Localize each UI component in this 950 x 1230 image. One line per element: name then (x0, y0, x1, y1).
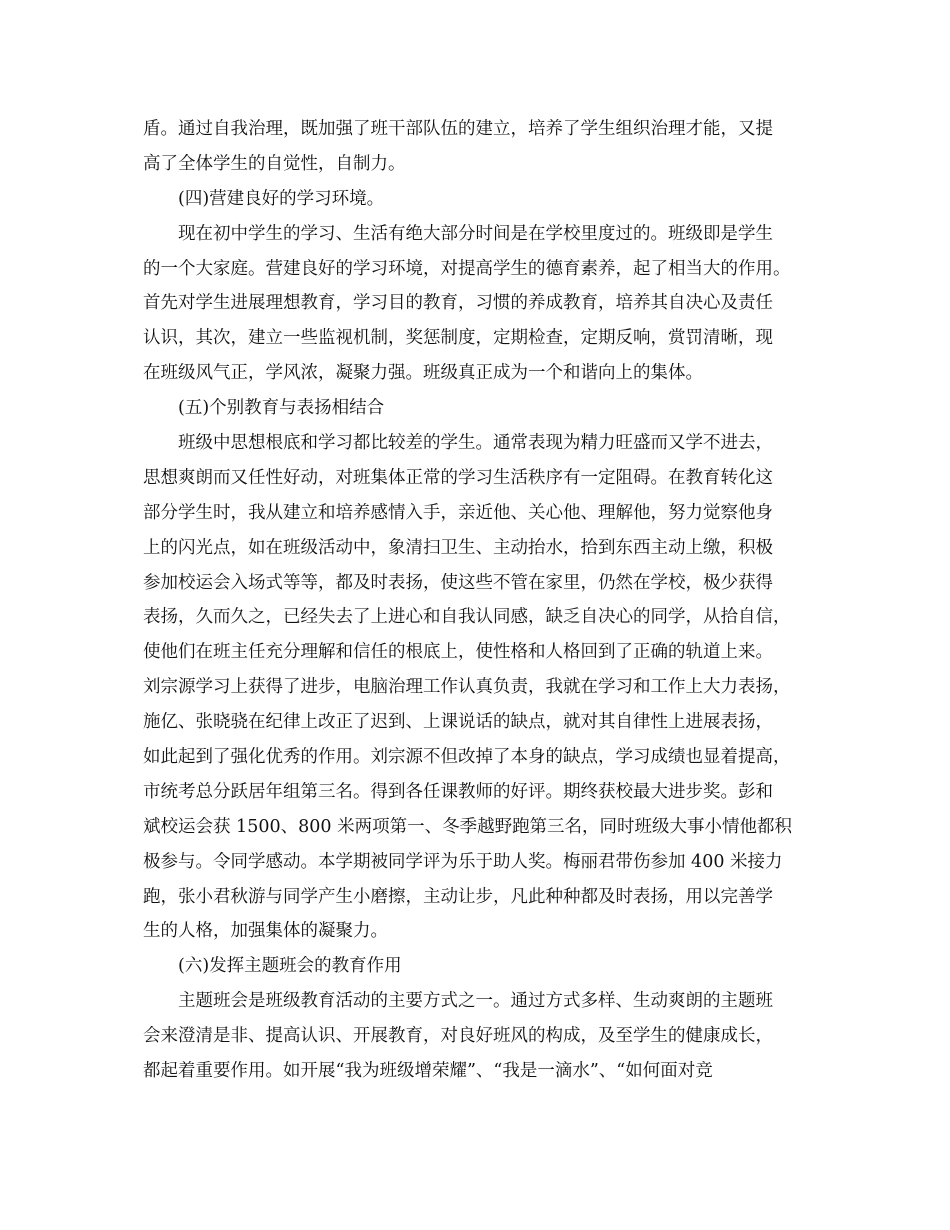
text-line: 斌校运会获 1500、800 米两项第一、冬季越野跑第三名，同时班级大事小情他都积 (143, 816, 793, 837)
text-line: 高了全体学生的自觉性，自制力。 (143, 153, 406, 174)
paragraph-start-line: 现在初中学生的学习、生活有绝大部分时间是在学校里度过的。班级即是学生 (178, 223, 773, 244)
text-line: 施亿、张晓骁在纪律上改正了迟到、上课说话的缺点，就对其自律性上进展表扬， (143, 712, 773, 733)
document-body (143, 112, 823, 1089)
text-line: 生的人格，加强集体的凝聚力。 (143, 921, 388, 942)
text-line: 首先对学生进展理想教育，学习目的教育，习惯的养成教育，培养其自决心及责任 (143, 293, 773, 314)
text-line: 思想爽朗而又任性好动，对班集体正常的学习生活秩序有一定阻碍。在教育转化这 (143, 467, 773, 488)
text-line: 使他们在班主任充分理解和信任的根底上，使性格和人格回到了正确的轨道上来。 (143, 642, 773, 663)
text-line: 的一个大家庭。营建良好的学习环境，对提高学生的德育素养，起了相当大的作用。 (143, 258, 791, 279)
text-line: 跑，张小君秋游与同学产生小磨擦，主动让步，凡此种种都及时表扬，用以完善学 (143, 886, 773, 907)
text-line: 参加校运会入场式等等，都及时表扬，使这些不管在家里，仍然在学校，极少获得 (143, 572, 773, 593)
text-line: 认识，其次，建立一些监视机制，奖惩制度，定期检查，定期反响，赏罚清晰，现 (143, 328, 773, 349)
text-line: 如此起到了强化优秀的作用。刘宗源不但改掉了本身的缺点，学习成绩也显着提高， (143, 747, 791, 768)
text-line: 表扬，久而久之，已经失去了上进心和自我认同感，缺乏自决心的同学，从拾自信， (143, 607, 791, 628)
text-line: 在班级风气正，学风浓，凝聚力强。班级真正成为一个和谐向上的集体。 (143, 363, 703, 384)
text-line: 会来澄清是非、提高认识、开展教育，对良好班风的构成，及至学生的健康成长， (143, 1026, 773, 1047)
text-line: 都起着重要作用。如开展“我为班级增荣耀”、“我是一滴水”、“如何面对竞 (143, 1061, 713, 1082)
text-line: 上的闪光点，如在班级活动中，象清扫卫生、主动抬水，拾到东西主动上缴，积极 (143, 537, 773, 558)
paragraph-start-line: 主题班会是班级教育活动的主要方式之一。通过方式多样、生动爽朗的主题班 (178, 991, 773, 1012)
text-line: 部分学生时，我从建立和培养感情入手，亲近他、关心他、理解他，努力觉察他身 (143, 502, 773, 523)
text-line: 市统考总分跃居年组第三名。得到各任课教师的好评。期终获校最大进步奖。彭和 (143, 781, 773, 802)
paragraph-start-line: (五)个别教育与表扬相结合 (178, 398, 385, 419)
paragraph-start-line: (四)营建良好的学习环境。 (178, 188, 385, 209)
paragraph-start-line: 班级中思想根底和学习都比较差的学生。通常表现为精力旺盛而又学不进去， (178, 433, 773, 454)
text-line: 盾。通过自我治理，既加强了班干部队伍的建立，培养了学生组织治理才能，又提 (143, 119, 773, 139)
paragraph-start-line: (六)发挥主题班会的教育作用 (178, 956, 402, 977)
text-line: 刘宗源学习上获得了进步，电脑治理工作认真负责，我就在学习和工作上大力表扬， (143, 677, 791, 698)
text-line: 极参与。令同学感动。本学期被同学评为乐于助人奖。梅丽君带伤参加 400 米接力 (143, 851, 783, 872)
